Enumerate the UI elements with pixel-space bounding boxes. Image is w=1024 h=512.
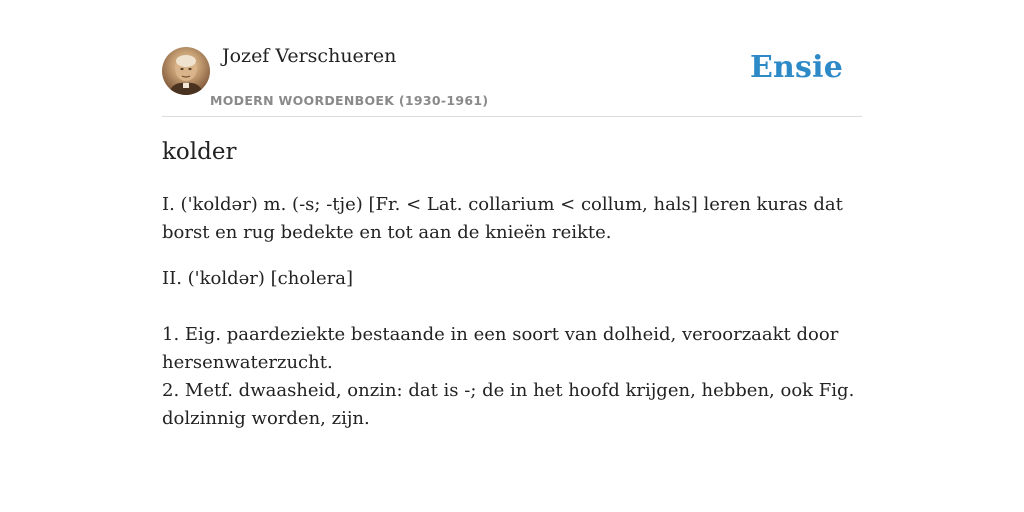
entry-headword: kolder: [162, 139, 237, 165]
definition-2: 2. Metf. dwaasheid, onzin: dat is -; de in het hoofd krijgen, hebben, ook Fig. dolzinnig worden, zijn.: [162, 380, 855, 429]
definition-1: 1. Eig. paardeziekte bestaande in een soort van dolheid, veroorzaakt door hersenwaterzucht.: [162, 324, 839, 373]
sense-2: II. ('koldər) [cholera]: [162, 268, 353, 289]
entry-card: [162, 0, 862, 429]
source-label[interactable]: MODERN WOORDENBOEK (1930-1961): [210, 93, 489, 108]
entry-body: [162, 191, 862, 433]
author-name[interactable]: Jozef Verschueren: [222, 45, 397, 67]
author-avatar[interactable]: [162, 47, 210, 95]
entry-header: [162, 0, 862, 117]
brand-logo[interactable]: Ensie: [749, 50, 843, 85]
author-portrait-icon: [162, 47, 210, 95]
sense-1: I. ('koldər) m. (-s; -tje) [Fr. < Lat. collarium < collum, hals] leren kuras dat borst en rug bedekte en tot aan de knieën reikte.: [162, 194, 843, 243]
